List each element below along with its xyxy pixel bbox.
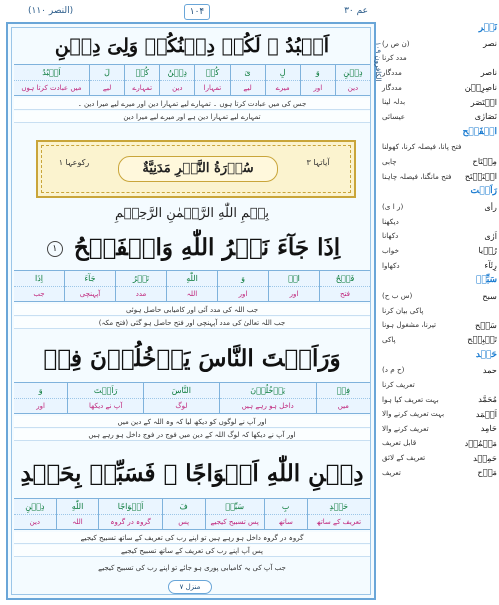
vocab-heading bbox=[382, 347, 497, 363]
vocab-row bbox=[382, 214, 497, 229]
vocab-meaning: (ر ا ی) bbox=[382, 202, 404, 212]
translation-line: گروہ در گروہ داخل ہو رہے ہیں تو اپنے رب کی تعریف کے ساتھ تسبیح کیجیے bbox=[14, 532, 370, 544]
vocab-word: تَسۡبِيۡح bbox=[467, 334, 497, 345]
vocab-word: ناصِرِیۡن bbox=[464, 82, 497, 93]
word-cell: كُمۡ تمہارے bbox=[124, 65, 159, 95]
word-cell: وَ اور bbox=[300, 65, 335, 95]
vocab-heading bbox=[382, 272, 497, 288]
vocab-meaning: پاکی بیان کرنا bbox=[382, 305, 424, 315]
vocab-word: انۡتَصَر bbox=[470, 96, 497, 107]
vocab-row bbox=[382, 288, 497, 303]
word-cell: اِذَا جب bbox=[14, 271, 64, 301]
vocab-word: حَمِيۡد bbox=[473, 452, 497, 463]
vocab-word: نَصَارٰی bbox=[474, 111, 497, 122]
vocab-word: مَحۡمُوۡد bbox=[464, 437, 497, 448]
vocab-row bbox=[382, 65, 497, 80]
vocab-word: سَبِّحۡ bbox=[475, 275, 497, 286]
vocab-meaning: تعریف bbox=[382, 467, 401, 477]
word-cell: اَعۡبُدُ میں عبادت کرتا ہوں bbox=[14, 65, 89, 95]
vocab-meaning: قابل تعریف bbox=[382, 438, 417, 448]
vocab-meaning: دیکھنا bbox=[382, 216, 399, 226]
word-cell: يَدۡخُلُوۡنَ داخل ہو رہے ہیں bbox=[219, 383, 316, 413]
vocab-word: اسۡتَفۡتَح bbox=[464, 171, 497, 182]
vocab-row bbox=[382, 377, 497, 392]
word-cell: فَ پس bbox=[162, 499, 205, 529]
vocabulary-sidebar bbox=[382, 20, 497, 600]
vocab-word: مَدۡح bbox=[477, 467, 497, 478]
word-cell: وَ اور bbox=[217, 271, 268, 301]
ayah-line-top: اَعۡبُدُ ۙ لَكُمۡ دِيۡنُكُمۡ وَلِىَ دِيۡنِ bbox=[54, 35, 330, 57]
vocab-meaning: خواب bbox=[382, 245, 399, 255]
translation-line: اور آپ نے لوگوں کو دیکھ لیا کہ وہ اللہ کے دین میں bbox=[14, 416, 370, 428]
vocab-word: رُؤۡیا bbox=[478, 245, 497, 256]
vocab-row bbox=[382, 51, 497, 66]
vocab-row bbox=[382, 80, 497, 95]
word-cell: لِ میرے bbox=[265, 65, 300, 95]
vocab-word: سبح bbox=[482, 290, 497, 301]
vocab-word: حَمۡد bbox=[475, 349, 497, 360]
word-cell: النَّاسَ لوگ bbox=[143, 383, 219, 413]
word-cell: كُمۡ تمہارا bbox=[194, 65, 229, 95]
vocab-meaning: (ح م د) bbox=[382, 365, 405, 375]
ayah-2: وَرَاَيۡتَ النَّاسَ يَدۡخُلُوۡنَ فِىۡ bbox=[43, 345, 341, 372]
vocab-word: اَحۡمَد bbox=[475, 408, 497, 419]
vocab-meaning: دکھانا bbox=[382, 231, 399, 241]
word-cell: نَصۡرُ مدد bbox=[115, 271, 166, 301]
vocab-word: الۡفَتۡح bbox=[462, 126, 497, 137]
running-head bbox=[6, 4, 376, 20]
vocab-row bbox=[382, 36, 497, 51]
vocab-word: اَرٰی bbox=[484, 230, 497, 241]
word-grid-2 bbox=[14, 382, 370, 414]
vocab-word: مُحَمَّد bbox=[478, 394, 497, 405]
vocab-meaning: مدد کرنا bbox=[382, 53, 407, 63]
vocab-meaning: پاکی bbox=[382, 334, 396, 344]
vocab-meaning: تعریف کرنا bbox=[382, 380, 415, 390]
word-cell: دِيۡنِ دین bbox=[335, 65, 370, 95]
vocab-meaning: چابی bbox=[382, 156, 397, 166]
word-cell: وَ اور bbox=[14, 383, 67, 413]
vocab-row bbox=[382, 199, 497, 214]
vocab-row bbox=[382, 169, 497, 184]
quran-frame bbox=[6, 22, 376, 600]
vocab-meaning: بہت تعریف کرنے والا bbox=[382, 409, 445, 419]
word-cell: دِيۡنُ دین bbox=[159, 65, 194, 95]
ruku-count: رکوعہا ۱ bbox=[58, 158, 90, 167]
vocab-heading bbox=[382, 124, 497, 140]
vocab-row bbox=[382, 229, 497, 244]
word-cell: رَاَيۡتَ آپ نے دیکھا bbox=[67, 383, 143, 413]
manzil-badge: منزل ۷ bbox=[168, 580, 212, 594]
word-cell: اَفۡوَاجًا گروہ در گروہ bbox=[98, 499, 162, 529]
juz-label: عم ۳۰ bbox=[344, 6, 368, 16]
vocab-row bbox=[382, 363, 497, 378]
vocab-row bbox=[382, 450, 497, 465]
vocab-word: حَامِد bbox=[480, 423, 497, 434]
verse-marker: ۱ bbox=[47, 241, 63, 257]
vocab-meaning: فتح مانگنا، فیصلہ چاہنا bbox=[382, 171, 452, 181]
ayah-3: دِيۡنِ اللّٰهِ اَفۡوَاجًا ۙ فَسَبِّحۡ بِحَمۡدِ bbox=[14, 454, 370, 494]
vocab-row bbox=[382, 303, 497, 318]
vocab-row bbox=[382, 94, 497, 109]
vocab-row bbox=[382, 140, 497, 155]
vocab-row bbox=[382, 154, 497, 169]
vocab-meaning: عیسائی bbox=[382, 111, 406, 121]
vocab-meaning: مددگار bbox=[382, 67, 402, 77]
vocab-row bbox=[382, 258, 497, 273]
vocab-word: سَبۡح bbox=[475, 319, 497, 330]
word-cell: سَبِّحۡ پس تسبیح کیجیے bbox=[205, 499, 264, 529]
vocab-row bbox=[382, 421, 497, 436]
translation-line: جس کی میں عبادت کرتا ہوں ۔ تمہارے لیے تمہارا دین اور میرے لیے میرا دین ۔ bbox=[14, 98, 370, 110]
surah-header bbox=[36, 140, 356, 198]
word-cell: ىَ لیے bbox=[230, 65, 265, 95]
word-cell: بِ ساتھ bbox=[264, 499, 307, 529]
vocab-word: نَصۡر bbox=[478, 23, 497, 33]
word-cell: لَ لیے bbox=[89, 65, 124, 95]
word-grid-top bbox=[14, 64, 370, 96]
vocab-meaning: دکھاوا bbox=[382, 260, 400, 270]
vocab-meaning: تیرنا، مشغول ہونا bbox=[382, 320, 436, 330]
vocab-meaning: بدلہ لینا bbox=[382, 97, 406, 107]
surah-title: سُوۡرَةُ النَّصۡرِ مَدَنِيَّةٌ bbox=[118, 156, 278, 182]
page-number: ۱۰۴ bbox=[184, 4, 210, 20]
ayah-count: آیاتہا ۳ bbox=[306, 158, 330, 167]
vocab-word: ناصر bbox=[480, 67, 497, 78]
vocab-word: رأی bbox=[484, 201, 497, 212]
vocab-row bbox=[382, 392, 497, 407]
vocab-word: نصر bbox=[483, 38, 497, 49]
word-cell: الۡ اور bbox=[268, 271, 319, 301]
vocab-meaning: (ن ص ر) bbox=[382, 38, 410, 48]
word-grid-1 bbox=[14, 270, 370, 302]
vocab-meaning: مددگار bbox=[382, 82, 402, 92]
word-cell: اللّٰهِ اللہ bbox=[56, 499, 99, 529]
vocab-meaning: تعریف کرنے والا bbox=[382, 423, 429, 433]
vocab-row bbox=[382, 318, 497, 333]
vocab-heading bbox=[382, 183, 497, 199]
word-cell: فَتۡحُ فتح bbox=[319, 271, 370, 301]
side-surah-label: الکافرون ۱۰۹ bbox=[374, 42, 382, 82]
translation-line: اور آپ نے دیکھا کہ لوگ اللہ کے دین میں فوج در فوج داخل ہو رہے ہیں bbox=[14, 429, 370, 441]
vocab-row bbox=[382, 243, 497, 258]
vocab-meaning: فتح پانا، فیصلہ کرنا، کھولنا bbox=[382, 142, 462, 152]
word-grid-3 bbox=[14, 498, 370, 530]
vocab-row bbox=[382, 436, 497, 451]
translation-line: جب اللہ تعالیٰ کی مدد آپہنچی اور فتح حاصل ہو گئی (فتح مکہ) bbox=[14, 317, 370, 329]
translation-line: جب اللہ کی مدد آئی اور کامیابی حاصل ہوئی bbox=[14, 304, 370, 316]
vocab-word: حمد bbox=[482, 364, 497, 375]
vocab-row bbox=[382, 109, 497, 124]
bismillah: بِسۡمِ اللّٰهِ الرَّحۡمٰنِ الرَّحِيۡمِ bbox=[115, 206, 269, 221]
translation-line: تمہارے لیے تمہارا دین ہے اور میرے لیے میرا دین bbox=[14, 111, 370, 123]
vocab-meaning: بہت تعریف کیا ہوا bbox=[382, 394, 439, 404]
quran-page bbox=[2, 2, 497, 603]
vocab-meaning: تعریف کے لائق bbox=[382, 453, 426, 463]
translation-line: پس آپ اپنے رب کی تعریف کے ساتھ تسبیح کیجیے bbox=[14, 545, 370, 557]
vocab-row bbox=[382, 406, 497, 421]
word-cell: اللّٰهِ اللہ bbox=[166, 271, 217, 301]
vocab-row bbox=[382, 332, 497, 347]
vocab-row bbox=[382, 465, 497, 480]
word-cell: جَآءَ آپہنچی bbox=[64, 271, 115, 301]
bottom-note: جب آپ کی یہ کامیابی پوری ہو جائے تو اپنے رب کی تسبیح کیجیے bbox=[98, 564, 286, 572]
ayah-1: اِذَا جَآءَ نَصۡرُ اللّٰهِ وَالۡفَتۡحُ ۱ bbox=[14, 230, 370, 266]
vocab-word: رِئَآء bbox=[484, 260, 497, 271]
vocab-meaning: (س ب ح) bbox=[382, 291, 413, 301]
surah-label: (النصر ۱۱۰) bbox=[28, 6, 74, 16]
word-cell: فِىۡ میں bbox=[316, 383, 370, 413]
vocab-word: رَاَيۡت bbox=[470, 186, 497, 197]
word-cell: دِيۡنِ دین bbox=[14, 499, 56, 529]
word-cell: حَمۡدِ تعریف کے ساتھ bbox=[307, 499, 371, 529]
vocab-heading bbox=[382, 20, 497, 36]
vocab-word: مِفۡتَاح bbox=[472, 156, 497, 167]
